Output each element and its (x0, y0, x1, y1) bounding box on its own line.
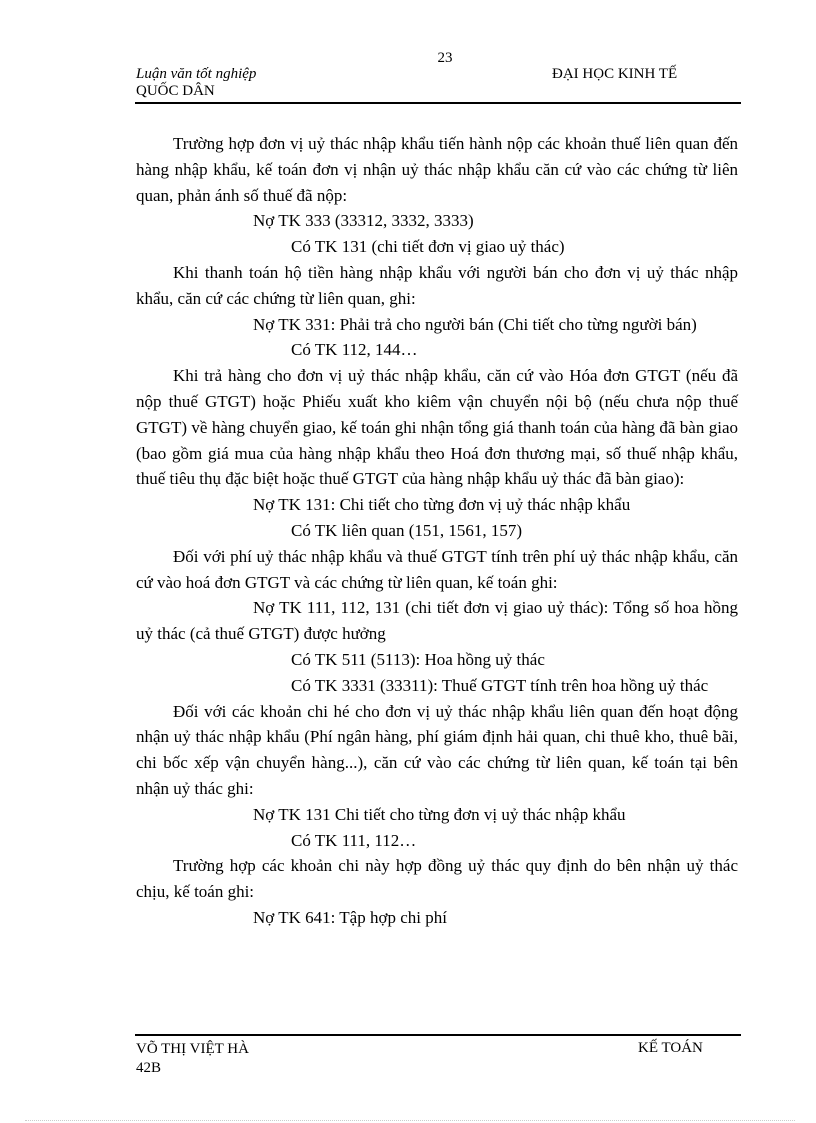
paragraph: Khi trả hàng cho đơn vị uỷ thác nhập khẩu, căn cứ vào Hóa đơn GTGT (nếu đã nộp thuế GTGT) hoặc Phiếu xuất kho kiêm vận chuyển nội bộ (nếu chưa nộp thuế GTGT) về hàng chuyển giao, kế toán ghi nhận tổng giá thanh toán của hàng đã bàn giao (bao gồm giá mua của hàng nhập khẩu theo Hoá đơn thương mại, số thuế nhập khẩu, thuế tiêu thụ đặc biệt hoặc thuế GTGT của hàng nhập khẩu uỷ thác đã bàn giao): (136, 366, 738, 489)
paragraph: Khi thanh toán hộ tiền hàng nhập khẩu với người bán cho đơn vị uỷ thác nhập khẩu, căn cứ các chứng từ liên quan, ghi: (136, 262, 738, 308)
document-body (136, 131, 738, 931)
paragraph: Trường hợp các khoản chi này hợp đồng uỷ thác quy định do bên nhận uỷ thác chịu, kế toán ghi: (136, 856, 738, 902)
page-number: 23 (437, 50, 453, 66)
journal-entry-credit: Có TK liên quan (151, 1561, 157) (291, 520, 523, 540)
thesis-label: Luận văn tốt nghiệp (136, 66, 257, 82)
author-name: VÕ THỊ VIỆT HÀ (136, 1041, 249, 1057)
journal-entry-credit: Có TK 511 (5113): Hoa hồng uỷ thác (291, 649, 545, 669)
journal-entry-credit: Có TK 111, 112… (291, 830, 417, 850)
footer-rule (135, 1034, 741, 1036)
paragraph: Đối với phí uỷ thác nhập khẩu và thuế GTGT tính trên phí uỷ thác nhập khẩu, căn cứ vào hoá đơn GTGT và các chứng từ liên quan, kế toán ghi: (136, 546, 738, 592)
paragraph: Đối với các khoản chi hé cho đơn vị uỷ thác nhập khẩu liên quan đến hoạt động nhận uỷ thác nhập khẩu (Phí ngân hàng, phí giám định hải quan, chi thuê kho, thuê bãi, chi bốc xếp vận chuyển hàng...), căn cứ vào các chứng từ liên quan, kế toán tại bên nhận uỷ thác ghi: (136, 701, 738, 798)
journal-entry-debit: Nợ TK 131: Chi tiết cho từng đơn vị uỷ thác nhập khẩu (253, 495, 631, 515)
paragraph: Trường hợp đơn vị uỷ thác nhập khẩu tiến hành nộp các khoản thuế liên quan đến hàng nhập khẩu, kế toán đơn vị nhận uỷ thác nhập khẩu căn cứ vào các chứng từ liên quan, phản ánh số thuế đã nộp: (136, 134, 738, 205)
class-code: 42B (136, 1060, 162, 1076)
university-label: ĐẠI HỌC KINH TẾ (552, 66, 678, 82)
journal-entry-debit: Nợ TK 333 (33312, 3332, 3333) (253, 211, 474, 231)
journal-entry-debit: Nợ TK 111, 112, 131 (chi tiết đơn vị giao uỷ thác): Tổng số hoa hồng uỷ thác (cả thuế GTGT) được hưởng (136, 598, 738, 644)
header-rule (135, 102, 741, 104)
footer-left (136, 1040, 249, 1078)
header-left (136, 66, 256, 100)
journal-entry-credit: Có TK 112, 144… (291, 340, 418, 360)
journal-entry-credit: Có TK 3331 (33311): Thuế GTGT tính trên hoa hồng uỷ thác (291, 675, 709, 695)
department-label: KẾ TOÁN (638, 1040, 703, 1056)
journal-entry-credit: Có TK 131 (chi tiết đơn vị giao uỷ thác) (291, 237, 565, 257)
journal-entry-debit: Nợ TK 331: Phải trả cho người bán (Chi tiết cho từng người bán) (253, 314, 697, 334)
university-label-continued: QUỐC DÂN (136, 83, 215, 99)
page-bottom-divider (25, 1120, 795, 1121)
journal-entry-debit: Nợ TK 131 Chi tiết cho từng đơn vị uỷ thác nhập khẩu (253, 804, 626, 824)
journal-entry-debit: Nợ TK 641: Tập hợp chi phí (253, 907, 447, 927)
